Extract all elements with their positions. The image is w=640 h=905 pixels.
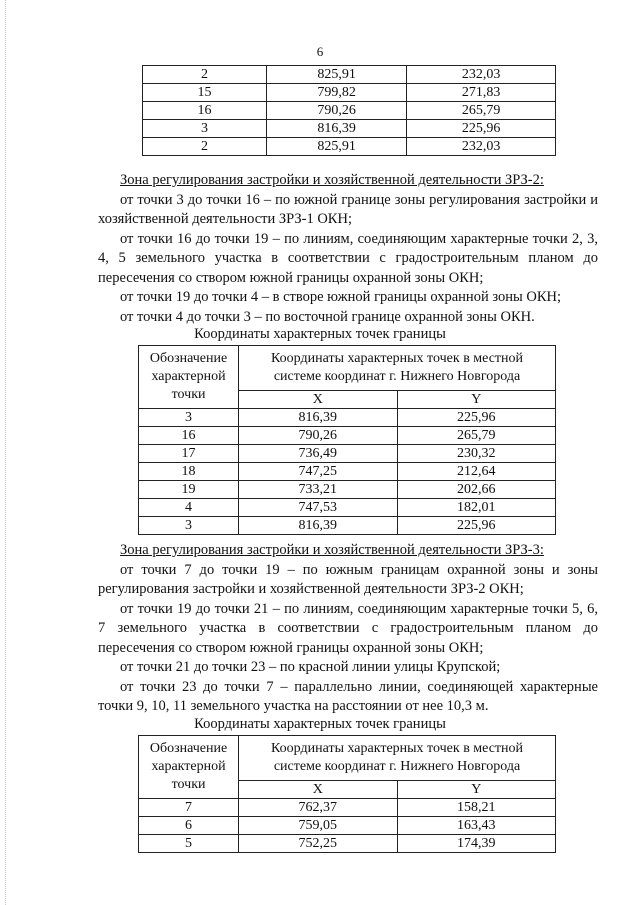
zone3-heading: Зона регулирования застройки и хозяйственной деятельности ЗРЗ-3: xyxy=(120,542,544,558)
table-row xyxy=(139,427,556,445)
y-column-header: Y xyxy=(397,391,555,409)
y-cell: 265,79 xyxy=(407,102,556,120)
zone3-paragraph: от точки 23 до точки 7 – параллельно линии, соединяющей характерные точки 9, 10, 11 земельного участка на расстоянии от нее 10,3 м. xyxy=(98,678,598,714)
table-row xyxy=(139,517,556,535)
zone2-coordinates-table xyxy=(138,345,556,535)
point-cell: 15 xyxy=(143,84,267,102)
y-cell: 212,64 xyxy=(397,463,555,481)
x-cell: 816,39 xyxy=(239,409,397,427)
x-cell: 747,53 xyxy=(239,499,397,517)
table-row xyxy=(139,835,556,853)
zone3-coordinates-table xyxy=(138,735,556,853)
x-cell: 736,49 xyxy=(239,445,397,463)
y-cell: 174,39 xyxy=(397,835,555,853)
table-row xyxy=(143,66,556,84)
point-cell: 5 xyxy=(139,835,239,853)
table-row xyxy=(143,84,556,102)
y-cell: 232,03 xyxy=(407,138,556,156)
point-cell: 19 xyxy=(139,481,239,499)
y-cell: 225,96 xyxy=(397,409,555,427)
y-cell: 230,32 xyxy=(397,445,555,463)
table-row xyxy=(139,499,556,517)
table-row xyxy=(139,481,556,499)
zone2-heading: Зона регулирования застройки и хозяйственной деятельности ЗРЗ-2: xyxy=(120,172,544,188)
x-column-header: X xyxy=(239,781,397,799)
point-cell: 3 xyxy=(139,517,239,535)
x-cell: 752,25 xyxy=(239,835,397,853)
point-cell: 6 xyxy=(139,817,239,835)
zone2-paragraph: от точки 3 до точки 16 – по южной границе зоны регулирования застройки и хозяйственной деятельности ЗРЗ-1 ОКН; xyxy=(98,191,598,227)
zone2-paragraph: от точки 16 до точки 19 – по линиям, соединяющим характерные точки 2, 3, 4, 5 земельного участка в соответствии с градостроительным планом до пересечения со створом южной границы охранной зоны ОКН; xyxy=(98,230,598,286)
point-cell: 7 xyxy=(139,799,239,817)
x-cell: 747,25 xyxy=(239,463,397,481)
table3-caption: Координаты характерных точек границы xyxy=(194,716,446,732)
coordinates-table-continuation xyxy=(142,65,556,156)
table-row xyxy=(143,120,556,138)
point-cell: 16 xyxy=(139,427,239,445)
zone3-paragraph: от точки 21 до точки 23 – по красной линии улицы Крупской; xyxy=(120,659,501,675)
point-cell: 16 xyxy=(143,102,267,120)
table-row xyxy=(143,102,556,120)
x-cell: 762,37 xyxy=(239,799,397,817)
page-margin-line xyxy=(5,0,7,905)
point-cell: 3 xyxy=(139,409,239,427)
x-cell: 759,05 xyxy=(239,817,397,835)
y-cell: 232,03 xyxy=(407,66,556,84)
y-cell: 158,21 xyxy=(397,799,555,817)
x-cell: 790,26 xyxy=(266,102,406,120)
point-cell: 2 xyxy=(143,66,267,84)
x-cell: 816,39 xyxy=(266,120,406,138)
coordinates-header: Координаты характерных точек в местной системе координат г. Нижнего Новгорода xyxy=(239,736,556,781)
point-cell: 18 xyxy=(139,463,239,481)
table-row xyxy=(139,799,556,817)
table-row xyxy=(139,445,556,463)
page-number: 6 xyxy=(316,44,324,59)
x-cell: 816,39 xyxy=(239,517,397,535)
x-cell: 733,21 xyxy=(239,481,397,499)
zone2-section xyxy=(98,171,598,327)
table-row xyxy=(143,138,556,156)
zone3-paragraph: от точки 19 до точки 21 – по линиям, соединяющим характерные точки 5, 6, 7 земельного участка в соответствии с градостроительным планом до пересечения со створом южной границы охранной зоны ОКН; xyxy=(98,600,598,656)
point-cell: 2 xyxy=(143,138,267,156)
point-cell: 4 xyxy=(139,499,239,517)
zone3-section xyxy=(98,541,598,717)
y-cell: 202,66 xyxy=(397,481,555,499)
x-cell: 790,26 xyxy=(239,427,397,445)
x-cell: 825,91 xyxy=(266,138,406,156)
x-column-header: X xyxy=(239,391,397,409)
y-cell: 271,83 xyxy=(407,84,556,102)
y-cell: 225,96 xyxy=(397,517,555,535)
y-cell: 265,79 xyxy=(397,427,555,445)
zone2-paragraph: от точки 19 до точки 4 – в створе южной границы охранной зоны ОКН; xyxy=(120,289,561,305)
table-row xyxy=(139,463,556,481)
x-cell: 799,82 xyxy=(266,84,406,102)
zone2-paragraph: от точки 4 до точки 3 – по восточной границе охранной зоны ОКН. xyxy=(120,308,535,325)
point-cell: 17 xyxy=(139,445,239,463)
y-cell: 182,01 xyxy=(397,499,555,517)
coordinates-header: Координаты характерных точек в местной системе координат г. Нижнего Новгорода xyxy=(239,346,556,391)
y-cell: 225,96 xyxy=(407,120,556,138)
x-cell: 825,91 xyxy=(266,66,406,84)
zone3-paragraph: от точки 7 до точки 19 – по южным границам охранной зоны и зоны регулирования застройки и хозяйственной деятельности ЗРЗ-2 ОКН; xyxy=(98,561,598,597)
y-column-header: Y xyxy=(397,781,555,799)
table-row xyxy=(139,409,556,427)
point-designation-header: Обозначение характерной точки xyxy=(139,736,239,799)
table-row xyxy=(139,817,556,835)
point-cell: 3 xyxy=(143,120,267,138)
y-cell: 163,43 xyxy=(397,817,555,835)
table2-caption: Координаты характерных точек границы xyxy=(194,326,446,342)
point-designation-header: Обозначение характерной точки xyxy=(139,346,239,409)
